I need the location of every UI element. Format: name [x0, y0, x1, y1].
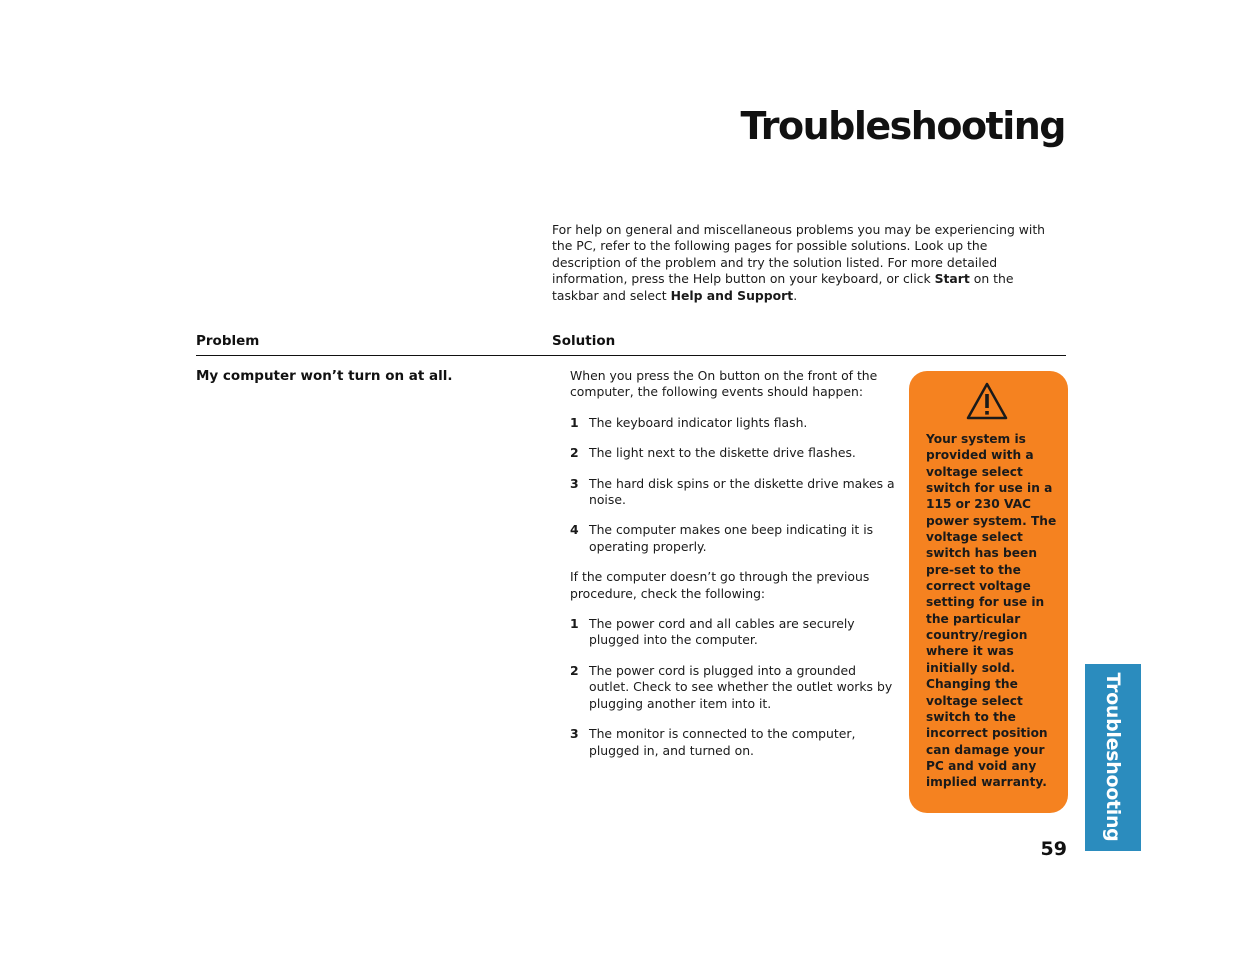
- list-item: [570, 663, 895, 712]
- list-item-number: 2: [570, 662, 579, 678]
- page-number: 59: [1040, 838, 1067, 860]
- list-item-number: 1: [570, 414, 579, 430]
- section-side-tab-label: Troubleshooting: [1102, 672, 1124, 842]
- list-item-text: The keyboard indicator lights flash.: [589, 414, 808, 430]
- list-item-text: The computer makes one beep indicating it is operating properly.: [589, 522, 874, 554]
- solution-list-1: [570, 415, 895, 555]
- warning-triangle-icon: [965, 381, 1009, 421]
- list-item: [570, 445, 895, 461]
- list-item-text: The power cord is plugged into a grounded outlet. Check to see whether the outlet works by plugging another item into it.: [589, 662, 893, 711]
- page-title: Troubleshooting: [740, 104, 1065, 148]
- list-item: [570, 476, 895, 509]
- intro-paragraph: [552, 222, 1047, 304]
- list-item-number: 3: [570, 726, 579, 742]
- intro-text-2: on the taskbar and select: [552, 271, 1014, 303]
- solution-list-2: [570, 616, 895, 759]
- column-header-solution: Solution: [552, 333, 616, 349]
- table-header-rule: [196, 355, 1066, 356]
- list-item-text: The light next to the diskette drive flashes.: [589, 445, 856, 461]
- intro-help-support-bold: Help and Support: [670, 287, 794, 303]
- solution-intro-1: When you press the On button on the front of the computer, the following events should happen:: [570, 368, 878, 400]
- list-item: [570, 415, 895, 431]
- column-header-problem: Problem: [196, 333, 260, 349]
- list-item-number: 4: [570, 522, 579, 538]
- list-item-text: The power cord and all cables are securely plugged into the computer.: [589, 616, 855, 648]
- problem-text: My computer won’t turn on at all.: [196, 368, 453, 384]
- intro-text-1: For help on general and miscellaneous problems you may be experiencing with the PC, refer to the following pages for possible solutions. Look up the description of the problem and try the solution listed. For more detailed information, press the Help button on your keyboard, or click: [552, 222, 1046, 287]
- list-item: [570, 522, 895, 555]
- intro-start-bold: Start: [934, 271, 970, 287]
- intro-text-3: .: [793, 287, 798, 303]
- list-item-number: 2: [570, 445, 579, 461]
- list-item: [570, 616, 895, 649]
- list-item-number: 1: [570, 616, 579, 632]
- list-item-text: The hard disk spins or the diskette drive makes a noise.: [589, 475, 895, 508]
- warning-text: Your system is provided with a voltage select switch for use in a 115 or 230 VAC power system. The voltage select switch has been pre-set to the correct voltage setting for use in the particular country/region where it was initially sold. Changing the voltage select switch to the incorrect position can damage your PC and void any implied warranty.: [926, 432, 1057, 790]
- solution-block: [570, 368, 895, 773]
- list-item: [570, 726, 895, 759]
- list-item-number: 3: [570, 475, 579, 491]
- warning-callout: [909, 371, 1068, 813]
- solution-intro-2: If the computer doesn’t go through the previous procedure, check the following:: [570, 569, 870, 601]
- list-item-text: The monitor is connected to the computer, plugged in, and turned on.: [589, 726, 856, 758]
